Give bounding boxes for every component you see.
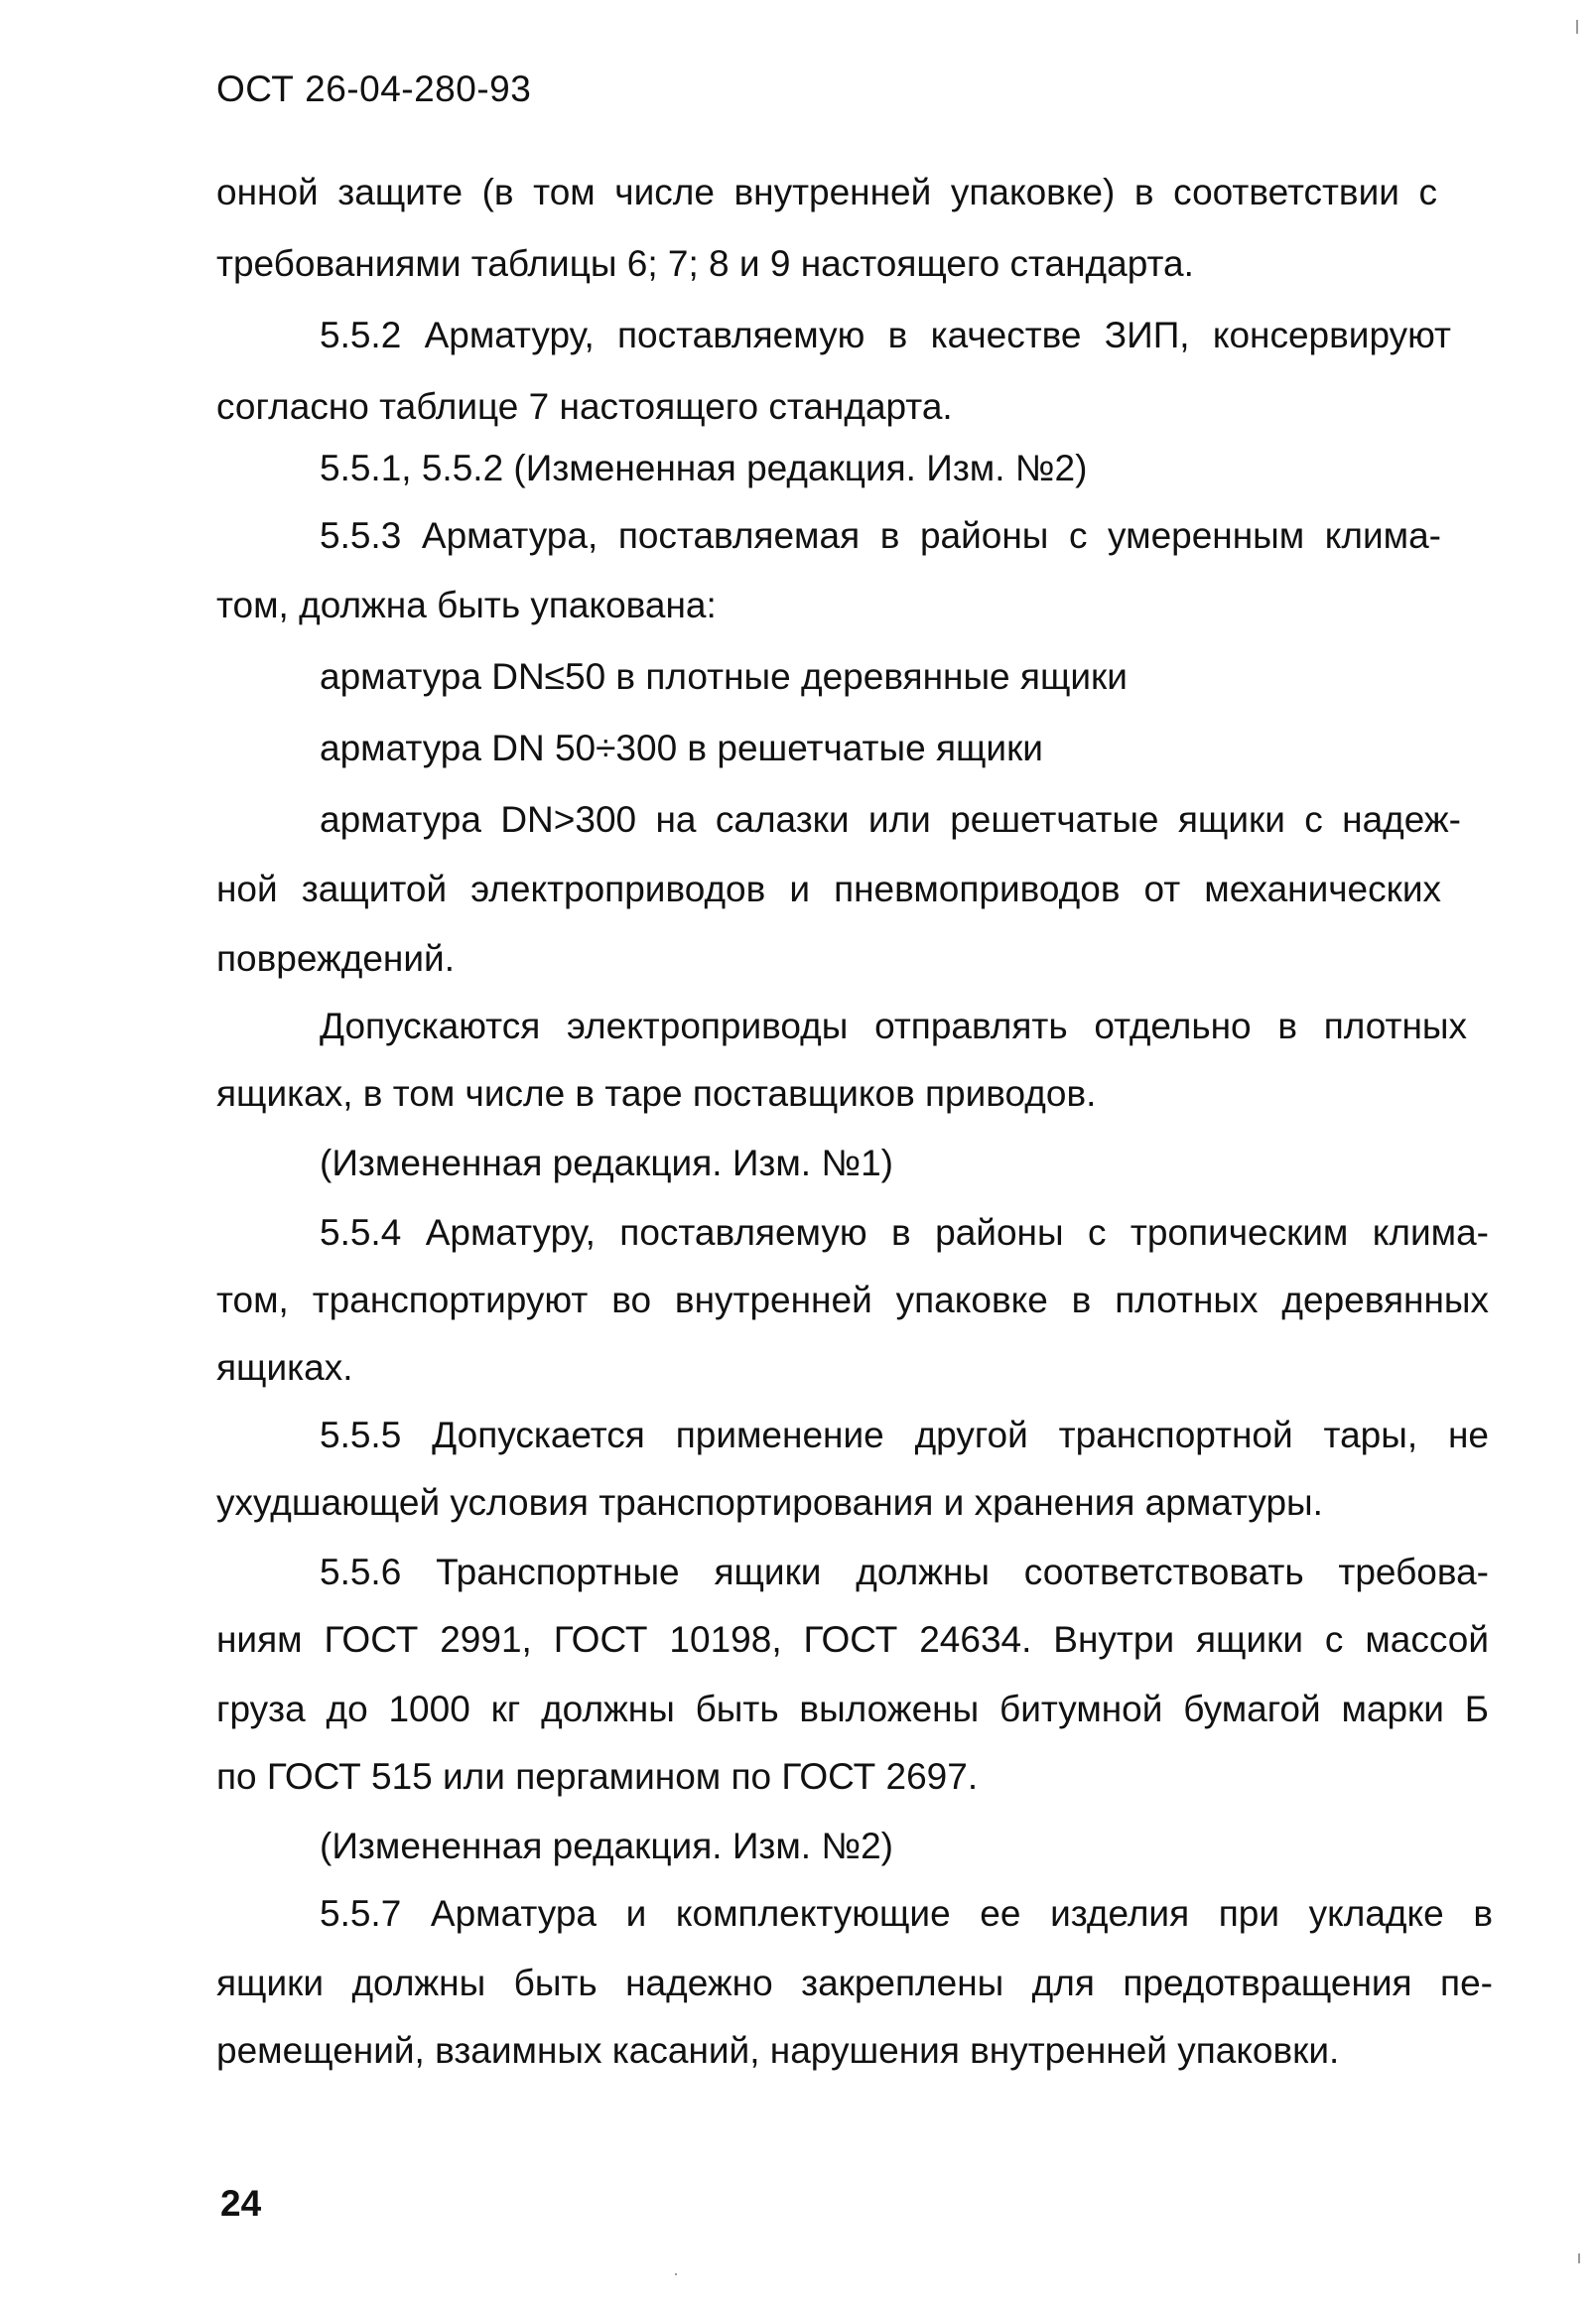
text-line: 5.5.7 Арматура и комплектующие ее изделия при укладке в: [320, 1893, 1493, 1934]
text-line: арматура DN>300 на салазки или решетчатые ящики с надеж-: [320, 799, 1461, 840]
text-line: том, должна быть упакована:: [216, 585, 717, 625]
text-line: 5.5.2 Арматуру, поставляемую в качестве ЗИП, консервируют: [320, 315, 1451, 355]
page-number: 24: [220, 2183, 262, 2224]
text-line: ной защитой электроприводов и пневмоприводов от механических: [216, 869, 1441, 909]
text-line: ящиках, в том числе в таре поставщиков приводов.: [216, 1073, 1097, 1114]
scan-speck: [1578, 2253, 1580, 2263]
text-line: 5.5.1, 5.5.2 (Измененная редакция. Изм. №2): [320, 448, 1088, 488]
text-line: ящики должны быть надежно закреплены для предотвращения пе-: [216, 1963, 1493, 2003]
text-line: по ГОСТ 515 или пергамином по ГОСТ 2697.: [216, 1756, 979, 1797]
text-line: ящиках.: [216, 1347, 353, 1388]
text-line: 5.5.3 Арматура, поставляемая в районы с умеренным клима-: [320, 515, 1441, 556]
text-line: ухудшающей условия транспортирования и хранения арматуры.: [216, 1482, 1323, 1523]
text-line: онной защите (в том числе внутренней упаковке) в соответствии с: [216, 172, 1437, 212]
text-line: Допускаются электроприводы отправлять отдельно в плотных: [320, 1006, 1467, 1046]
scan-speck: [675, 2273, 677, 2275]
text-line: 5.5.5 Допускается применение другой транспортной тары, не: [320, 1415, 1489, 1455]
text-line: арматура DN≤50 в плотные деревянные ящики: [320, 656, 1128, 697]
text-line: том, транспортируют во внутренней упаковке в плотных деревянных: [216, 1280, 1489, 1320]
text-line: (Измененная редакция. Изм. №1): [320, 1143, 893, 1183]
text-line: повреждений.: [216, 938, 455, 979]
text-line: ремещений, взаимных касаний, нарушения внутренней упаковки.: [216, 2030, 1340, 2071]
text-line: арматура DN 50÷300 в решетчатые ящики: [320, 728, 1043, 768]
scan-speck: [1576, 20, 1578, 34]
text-line: согласно таблице 7 настоящего стандарта.: [216, 386, 953, 427]
text-line: требованиями таблицы 6; 7; 8 и 9 настоящего стандарта.: [216, 243, 1194, 284]
text-line: 5.5.6 Транспортные ящики должны соответствовать требова-: [320, 1552, 1489, 1592]
document-header: ОСТ 26-04-280-93: [216, 68, 532, 109]
text-line: ниям ГОСТ 2991, ГОСТ 10198, ГОСТ 24634. Внутри ящики с массой: [216, 1619, 1489, 1660]
text-line: груза до 1000 кг должны быть выложены битумной бумагой марки Б: [216, 1689, 1489, 1729]
text-line: (Измененная редакция. Изм. №2): [320, 1826, 893, 1866]
text-line: 5.5.4 Арматуру, поставляемую в районы с тропическим клима-: [320, 1212, 1489, 1253]
